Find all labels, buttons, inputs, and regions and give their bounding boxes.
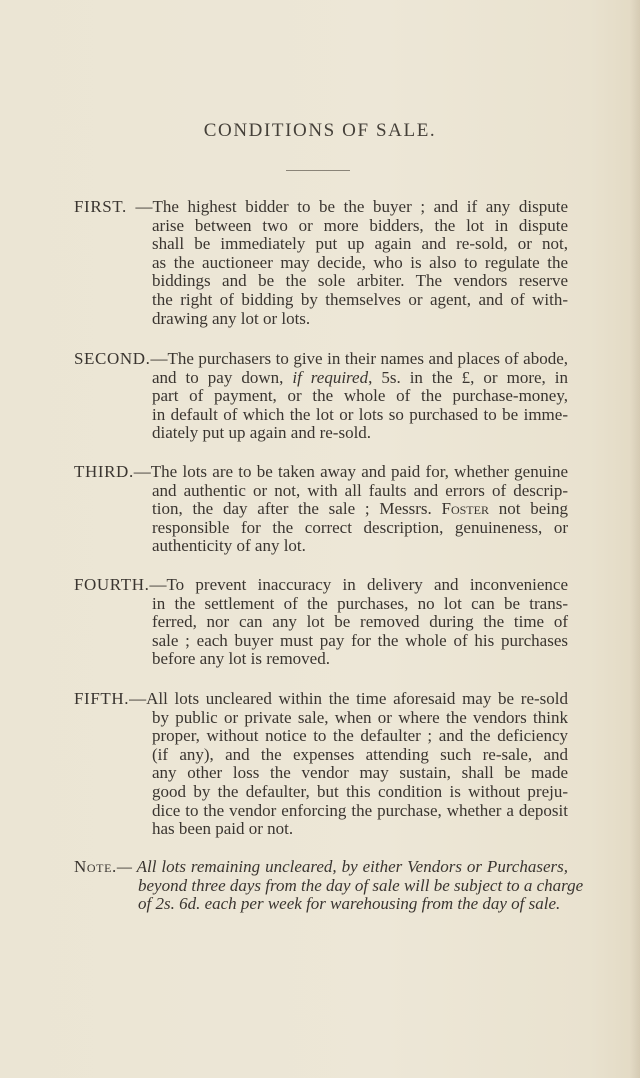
- title-divider: [286, 170, 350, 171]
- clause-fourth: [74, 576, 568, 669]
- note-line-3: of 2s. 6d. each per week for warehousing from the day of sale.: [138, 894, 561, 914]
- clause-fifth: [74, 690, 568, 839]
- clause-third-line-3: tion, the day after the sale ; Messrs. Foster not being: [152, 499, 568, 519]
- note-lead: Note.: [74, 857, 117, 876]
- clause-fifth-line-5: any other loss the vendor may sustain, shall be made: [152, 763, 568, 783]
- clause-third-line-2: and authentic or not, with all faults and errors of descrip-: [152, 480, 568, 500]
- clause-fifth-line-2: by public or private sale, when or where the vendors think: [152, 707, 568, 727]
- clause-first: [74, 198, 568, 328]
- page-edge-shadow: [630, 0, 640, 1078]
- clause-third-line-1: THIRD.—The lots are to be taken away and paid for, whether genuine: [74, 462, 568, 481]
- note-clause: [74, 857, 584, 914]
- clause-lead: SECOND.: [74, 349, 151, 368]
- clause-second-line-4: in default of which the lot or lots so purchased to be imme-: [152, 404, 568, 424]
- page-title: CONDITIONS OF SALE.: [203, 120, 437, 141]
- clause-first-line-4: as the auctioneer may decide, who is also to regulate the: [152, 252, 568, 272]
- clause-fifth-line-7: dice to the vendor enforcing the purchase, whether a deposit: [152, 800, 568, 820]
- clause-lead: FIRST.: [74, 197, 127, 216]
- clause-third-line-5: authenticity of any lot.: [152, 536, 306, 556]
- clause-first-line-6: the right of bidding by themselves or agent, and of with-: [152, 289, 568, 309]
- clause-second-line-5: diately put up again and re-sold.: [152, 423, 372, 443]
- clause-third: [74, 463, 568, 556]
- clause-second-line-1: SECOND.—The purchasers to give in their names and places of abode,: [74, 349, 568, 368]
- clause-first-line-7: drawing any lot or lots.: [152, 308, 311, 328]
- clause-lead: THIRD.: [74, 462, 134, 481]
- clause-fourth-line-1: FOURTH.—To prevent inaccuracy in delivery and inconvenience: [74, 575, 568, 594]
- clause-lead: FOURTH.: [74, 575, 150, 594]
- clause-first-line-1: FIRST. —The highest bidder to be the buyer ; and if any dispute: [74, 197, 568, 216]
- clause-fifth-line-6: good by the defaulter, but this condition is without preju-: [152, 781, 568, 801]
- clause-second: [74, 350, 568, 443]
- clause-second-line-2: and to pay down, if required, 5s. in the £, or more, in: [152, 367, 568, 387]
- note-line-2: beyond three days from the day of sale will be subject to a charge: [138, 875, 584, 895]
- clause-fourth-line-3: ferred, nor can any lot be removed during the time of: [152, 612, 568, 632]
- clause-first-line-2: arise between two or more bidders, the lot in dispute: [152, 215, 568, 235]
- clause-second-line-3: part of payment, or the whole of the purchase-money,: [152, 386, 568, 406]
- clause-fourth-line-5: before any lot is removed.: [152, 649, 330, 669]
- clause-lead: FIFTH.: [74, 689, 130, 708]
- clause-fourth-line-2: in the settlement of the purchases, no lot can be trans-: [152, 593, 568, 613]
- note-line-1: Note.— All lots remaining uncleared, by either Vendors or Purchasers,: [74, 857, 568, 876]
- clause-fourth-line-4: sale ; each buyer must pay for the whole of his purchases: [152, 630, 568, 650]
- clause-first-line-5: biddings and be the sole arbiter. The vendors reserve: [152, 271, 568, 291]
- clause-fifth-line-3: proper, without notice to the defaulter ; and the deficiency: [152, 726, 568, 746]
- clause-fifth-line-1: FIFTH.—All lots uncleared within the time aforesaid may be re-sold: [74, 689, 568, 708]
- clause-fifth-line-8: has been paid or not.: [152, 819, 294, 839]
- clause-first-line-3: shall be immediately put up again and re-sold, or not,: [152, 234, 568, 254]
- clause-third-line-4: responsible for the correct description, genuineness, or: [152, 517, 568, 537]
- clause-fifth-line-4: (if any), and the expenses attending such re-sale, and: [152, 744, 568, 764]
